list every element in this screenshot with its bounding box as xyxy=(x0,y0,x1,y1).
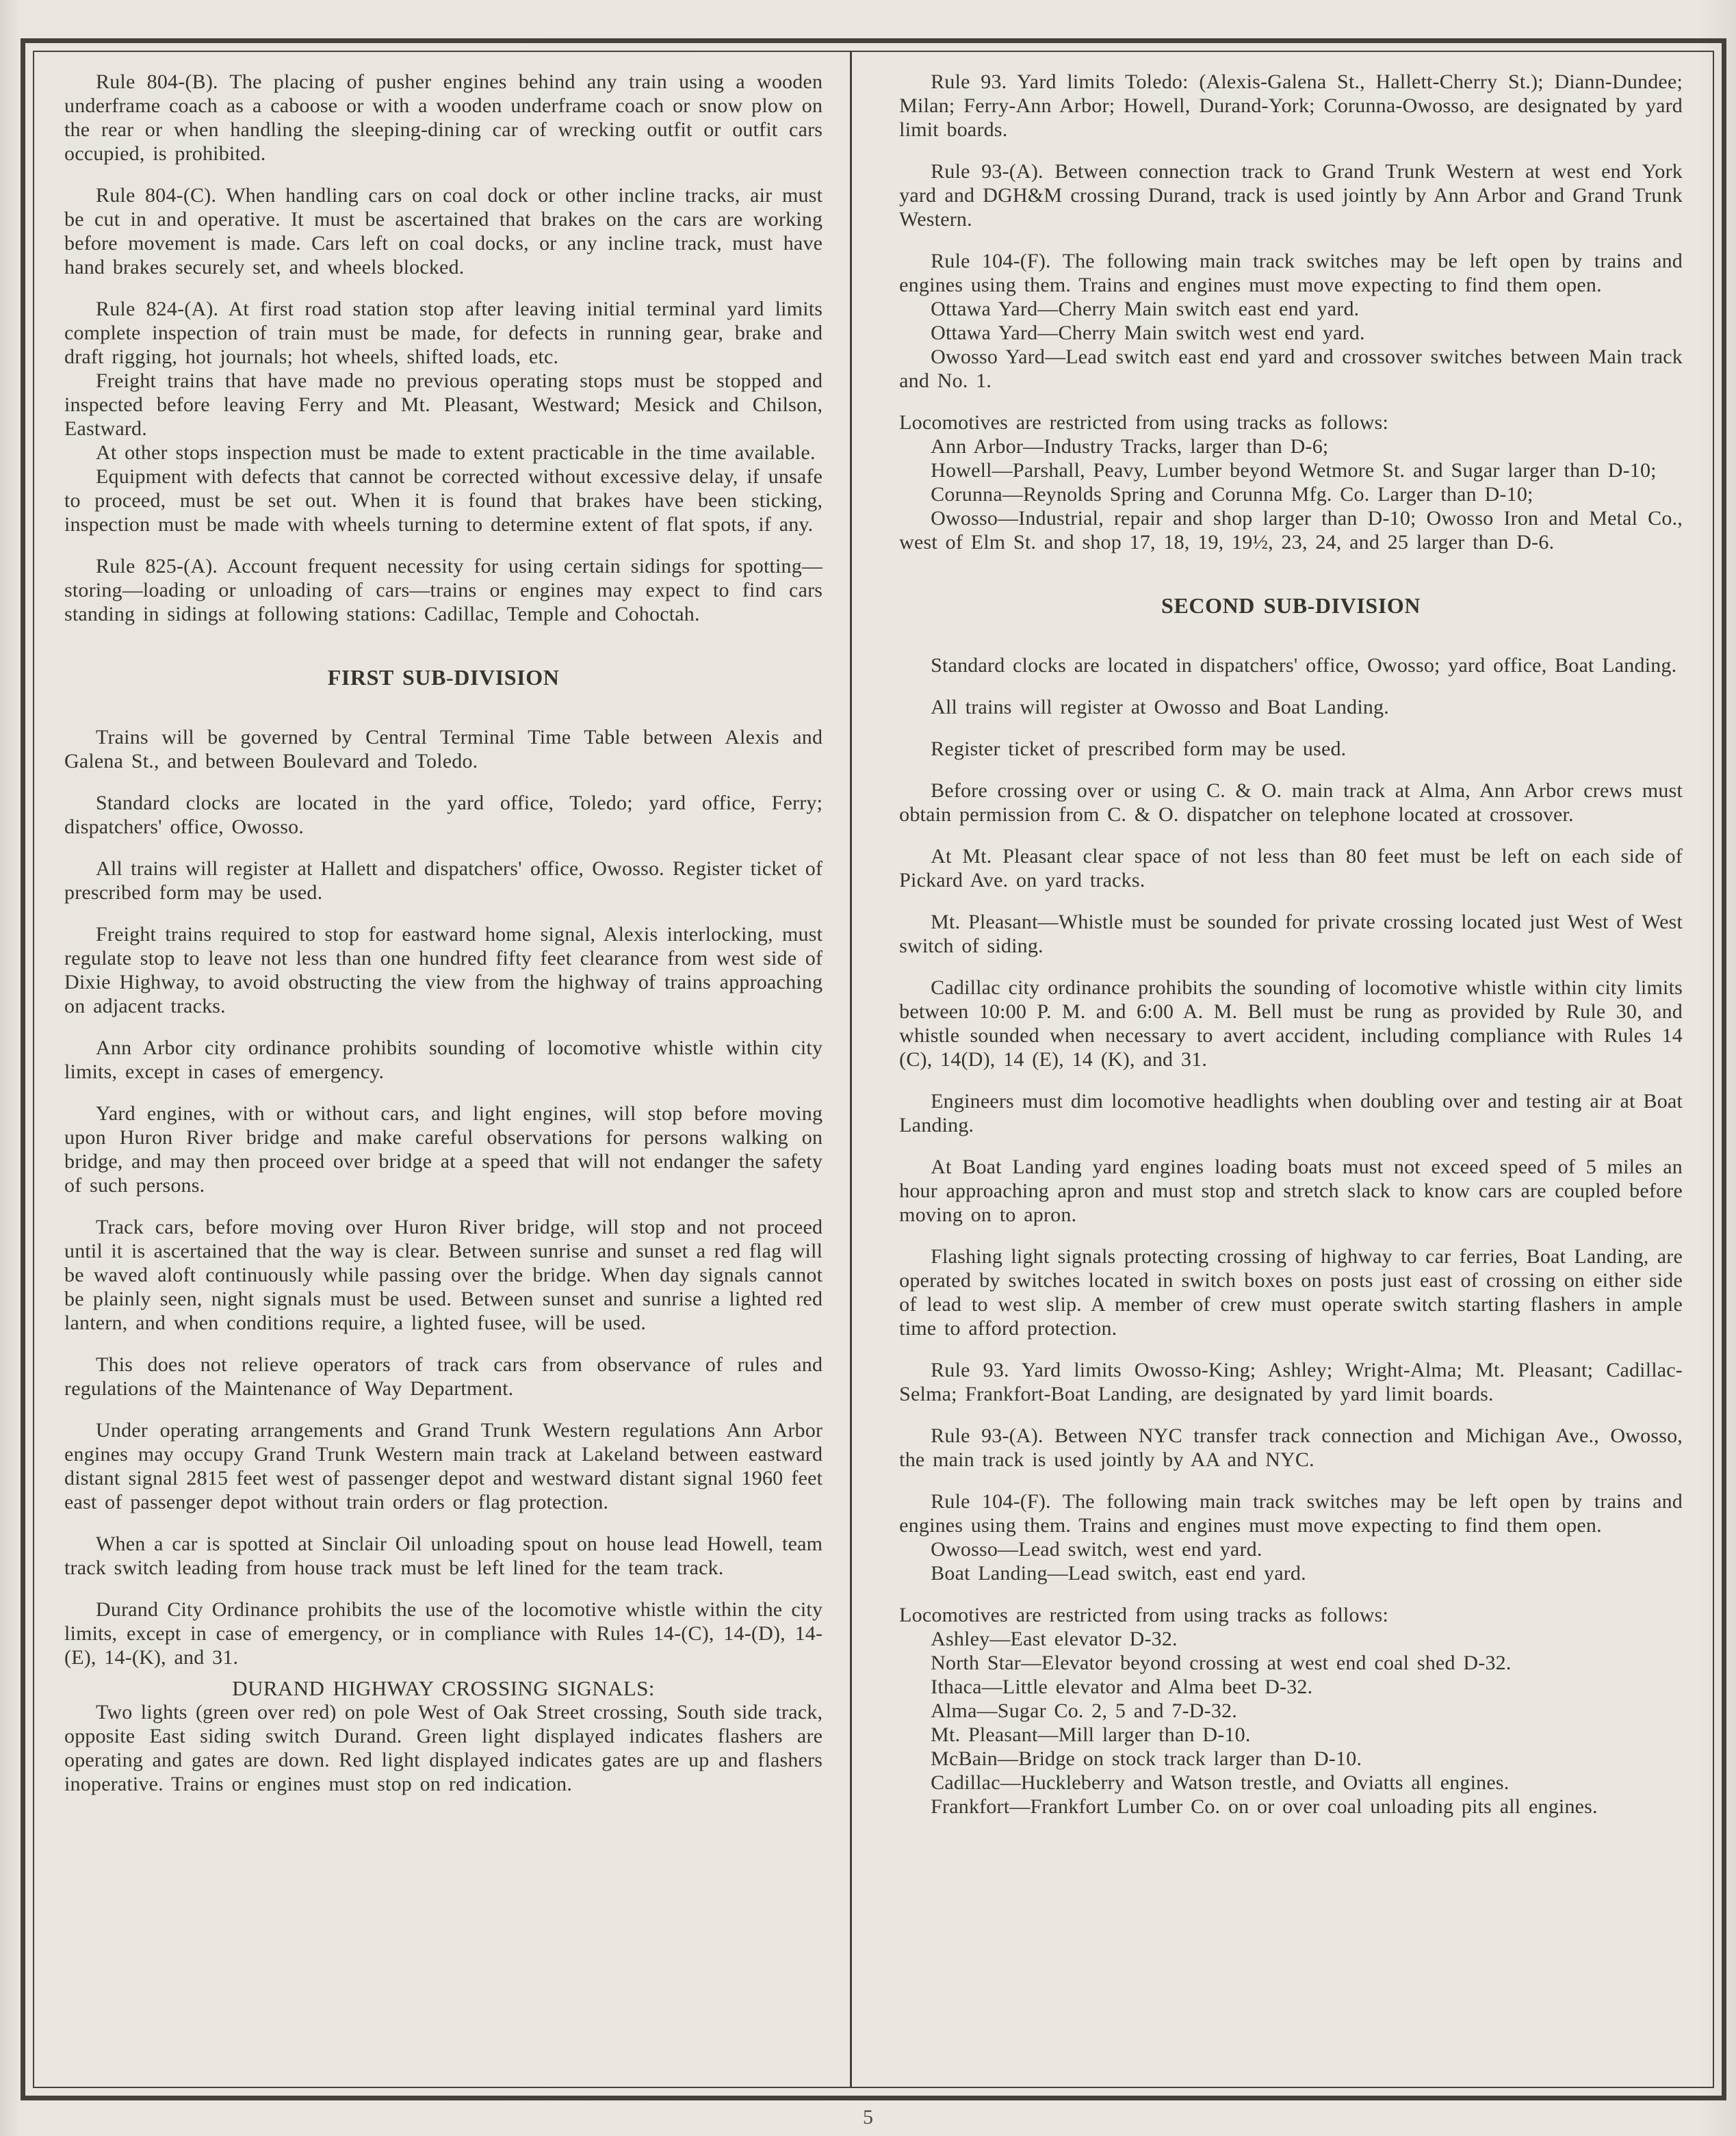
paragraph: Flashing light signals protecting crossing of highway to car ferries, Boat Landing, are operated by switches located in switch boxes on posts just east of crossing on either side of lead to west slip. A member of crew must operate switch starting flashers in ample time to afford protection. xyxy=(899,1245,1683,1340)
paragraph: At Boat Landing yard engines loading boats must not exceed speed of 5 miles an hour approaching apron and must stop and stretch slack to know cars are coupled before moving on to apron. xyxy=(899,1156,1683,1226)
page-frame xyxy=(21,38,1726,2100)
paragraph: This does not relieve operators of track cars from observance of rules and regulations of the Maintenance of Way Department. xyxy=(64,1353,823,1400)
left-column xyxy=(34,52,850,2087)
paragraph: Standard clocks are located in dispatchers' office, Owosso; yard office, Boat Landing. xyxy=(931,654,1677,677)
paragraph: Register ticket of prescribed form may be used. xyxy=(931,738,1347,760)
section-heading: FIRST SUB-DIVISION xyxy=(327,665,560,690)
paragraph: At Mt. Pleasant clear space of not less than 80 feet must be left on each side of Pickard Ave. on yard tracks. xyxy=(899,845,1683,891)
paragraph: Rule 825-(A). Account frequent necessity for using certain sidings for spotting—storing—loading or unloading of cars—trains or engines may expect to find cars standing in sidings at following stations: Cadillac, Temple and Cohoctah. xyxy=(64,555,823,625)
page-number: 5 xyxy=(863,2106,873,2128)
list-item: Owosso—Industrial, repair and shop larger than D-10; Owosso Iron and Metal Co., west of Elm St. and shop 17, 18, 19, 19½, 23, 24, and 25 larger than D-6. xyxy=(899,507,1683,553)
paragraph: Under operating arrangements and Grand Trunk Western regulations Ann Arbor engines may occupy Grand Trunk Western main track at Lakeland between eastward distant signal 2815 feet west of passenger depot and westward distant signal 1960 feet east of passenger depot without train orders or flag protection. xyxy=(64,1419,823,1513)
paragraph: Rule 104-(F). The following main track switches may be left open by trains and engines using them. Trains and engines must move expecting to find them open. xyxy=(899,250,1683,296)
paragraph: Rule 824-(A). At first road station stop after leaving initial terminal yard limits complete inspection of train must be made, for defects in running gear, brake and draft rigging, hot journals; hot wheels, shifted loads, etc. xyxy=(64,298,823,368)
paragraph: Locomotives are restricted from using tracks as follows: xyxy=(899,411,1389,434)
paragraph: Freight trains required to stop for eastward home signal, Alexis interlocking, must regulate stop to leave not less than one hundred fifty feet clearance from west side of Dixie Highway, to avoid obstructing the view from the highway of trains approaching on adjacent tracks. xyxy=(64,923,823,1017)
paragraph: Trains will be governed by Central Terminal Time Table between Alexis and Galena St., and between Boulevard and Toledo. xyxy=(64,726,823,772)
list-item: Ottawa Yard—Cherry Main switch west end yard. xyxy=(931,322,1365,344)
sub-heading: DURAND HIGHWAY CROSSING SIGNALS: xyxy=(232,1676,655,1700)
list-item: Boat Landing—Lead switch, east end yard. xyxy=(931,1562,1306,1585)
paragraph: Rule 93. Yard limits Owosso-King; Ashley; Wright-Alma; Mt. Pleasant; Cadillac-Selma; Frankfort-Boat Landing, are designated by yard limit boards. xyxy=(899,1359,1683,1405)
right-column xyxy=(850,52,1713,2087)
paragraph: Rule 804-(C). When handling cars on coal dock or other incline tracks, air must be cut in and operative. It must be ascertained that brakes on the cars are working before movement is made. Cars left on coal docks, or any incline track, must have hand brakes securely set, and wheels blocked. xyxy=(64,184,823,278)
paragraph: At other stops inspection must be made to extent practicable in the time available. xyxy=(96,441,816,464)
list-item: Frankfort—Frankfort Lumber Co. on or over coal unloading pits all engines. xyxy=(931,1795,1598,1818)
paragraph: Durand City Ordinance prohibits the use of the locomotive whistle within the city limits, except in case of emergency, or in compliance with Rules 14-(C), 14-(D), 14-(E), 14-(K), and 31. xyxy=(64,1598,823,1669)
paragraph: Rule 93-(A). Between NYC transfer track connection and Michigan Ave., Owosso, the main track is used jointly by AA and NYC. xyxy=(899,1424,1683,1471)
paragraph: Cadillac city ordinance prohibits the sounding of locomotive whistle within city limits between 10:00 P. M. and 6:00 A. M. Bell must be rung as provided by Rule 30, and whistle sounded when necessary to avert accident, including compliance with Rules 14 (C), 14(D), 14 (E), 14 (K), and 31. xyxy=(899,976,1683,1071)
paragraph: Yard engines, with or without cars, and light engines, will stop before moving upon Huron River bridge and make careful observations for persons walking on bridge, and may then proceed over bridge at a speed that will not endanger the safety of such persons. xyxy=(64,1102,823,1197)
list-item: Ann Arbor—Industry Tracks, larger than D-6; xyxy=(931,435,1329,458)
paragraph: Locomotives are restricted from using tracks as follows: xyxy=(899,1604,1389,1626)
paragraph: All trains will register at Hallett and dispatchers' office, Owosso. Register ticket of prescribed form may be used. xyxy=(64,857,823,904)
list-item: Alma—Sugar Co. 2, 5 and 7-D-32. xyxy=(931,1699,1237,1722)
paragraph: Equipment with defects that cannot be corrected without excessive delay, if unsafe to proceed, must be set out. When it is found that brakes have been sticking, inspection must be made with wheels turning to determine extent of flat spots, if any. xyxy=(64,465,823,536)
paragraph: Rule 93. Yard limits Toledo: (Alexis-Galena St., Hallett-Cherry St.); Diann-Dundee; Milan; Ferry-Ann Arbor; Howell, Durand-York; Corunna-Owosso, are designated by yard limit boards. xyxy=(899,70,1683,141)
paragraph: All trains will register at Owosso and Boat Landing. xyxy=(931,696,1389,718)
paragraph: Rule 104-(F). The following main track switches may be left open by trains and engines using them. Trains and engines must move expecting to find them open. xyxy=(899,1490,1683,1537)
page-frame-inner xyxy=(33,51,1714,2088)
list-item: Ashley—East elevator D-32. xyxy=(931,1628,1178,1650)
list-item: Corunna—Reynolds Spring and Corunna Mfg. Co. Larger than D-10; xyxy=(931,483,1533,506)
column-divider xyxy=(850,52,852,2087)
paragraph: Standard clocks are located in the yard office, Toledo; yard office, Ferry; dispatchers' office, Owosso. xyxy=(64,792,823,838)
paragraph: Before crossing over or using C. & O. main track at Alma, Ann Arbor crews must obtain permission from C. & O. dispatcher on telephone located at crossover. xyxy=(899,779,1683,826)
paragraph: Engineers must dim locomotive headlights when doubling over and testing air at Boat Landing. xyxy=(899,1090,1683,1136)
section-heading: SECOND SUB-DIVISION xyxy=(1161,593,1421,618)
paragraph: Ann Arbor city ordinance prohibits sounding of locomotive whistle within city limits, except in cases of emergency. xyxy=(64,1037,823,1083)
list-item: North Star—Elevator beyond crossing at west end coal shed D-32. xyxy=(931,1652,1512,1674)
paragraph: Two lights (green over red) on pole West of Oak Street crossing, South side track, opposite East siding switch Durand. Green light displayed indicates flashers are operating and gates are down. Red light displayed indicates gates are up and flashers inoperative. Trains or engines must stop on red indication. xyxy=(64,1701,823,1795)
paragraph: Freight trains that have made no previous operating stops must be stopped and inspected before leaving Ferry and Mt. Pleasant, Westward; Mesick and Chilson, Eastward. xyxy=(64,369,823,440)
paragraph: Rule 804-(B). The placing of pusher engines behind any train using a wooden underframe coach as a caboose or with a wooden underframe coach or snow plow on the rear or when handling the sleeping-dining car of wrecking outfit or outfit cars occupied, is prohibited. xyxy=(64,70,823,165)
paragraph: Rule 93-(A). Between connection track to Grand Trunk Western at west end York yard and DGH&M crossing Durand, track is used jointly by Ann Arbor and Grand Trunk Western. xyxy=(899,160,1683,231)
list-item: Cadillac—Huckleberry and Watson trestle, and Oviatts all engines. xyxy=(931,1771,1510,1794)
list-item: Owosso Yard—Lead switch east end yard and crossover switches between Main track and No. 1. xyxy=(899,346,1683,392)
list-item: McBain—Bridge on stock track larger than D-10. xyxy=(931,1747,1362,1770)
list-item: Howell—Parshall, Peavy, Lumber beyond Wetmore St. and Sugar larger than D-10; xyxy=(931,459,1657,482)
list-item: Ottawa Yard—Cherry Main switch east end yard. xyxy=(931,298,1360,320)
list-item: Mt. Pleasant—Mill larger than D-10. xyxy=(931,1723,1251,1746)
page-body xyxy=(34,52,1713,2087)
list-item: Ithaca—Little elevator and Alma beet D-32. xyxy=(931,1676,1313,1698)
paragraph: Mt. Pleasant—Whistle must be sounded for private crossing located just West of West switch of siding. xyxy=(899,911,1683,957)
paragraph: Track cars, before moving over Huron River bridge, will stop and not proceed until it is ascertained that the way is clear. Between sunrise and sunset a red flag will be waved aloft continuously while passing over the bridge. When day signals cannot be plainly seen, night signals must be used. Between sunset and sunrise a lighted red lantern, and when conditions require, a lighted fusee, will be used. xyxy=(64,1216,823,1334)
list-item: Owosso—Lead switch, west end yard. xyxy=(931,1538,1262,1561)
paragraph: When a car is spotted at Sinclair Oil unloading spout on house lead Howell, team track switch leading from house track must be left lined for the team track. xyxy=(64,1533,823,1579)
